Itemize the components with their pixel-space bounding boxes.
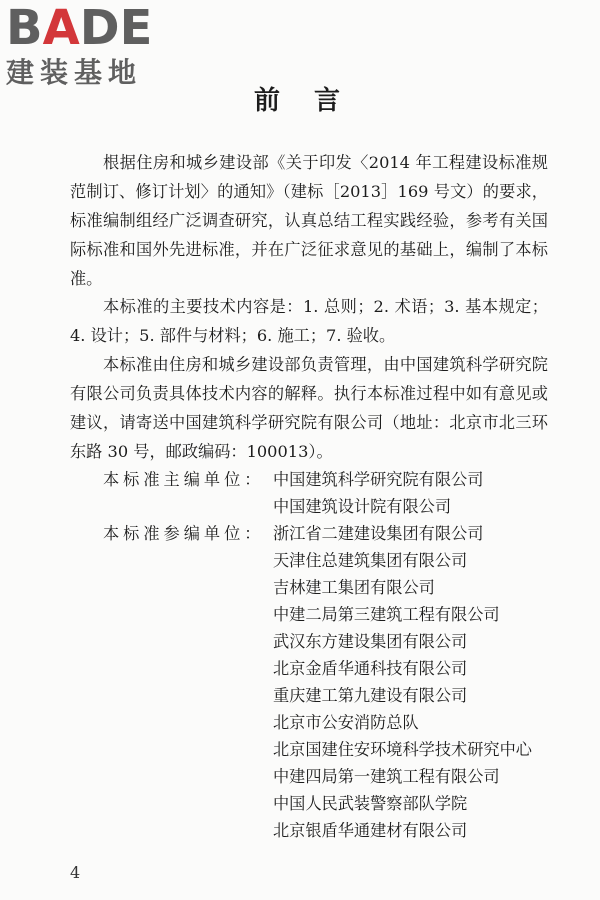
logo-wordmark [6, 2, 152, 54]
participating-unit-row [70, 816, 548, 845]
participating-unit-row [70, 627, 548, 656]
participating-unit: 浙江省二建建设集团有限公司 [273, 524, 484, 543]
chief-unit: 中国建筑科学研究院有限公司 [273, 470, 484, 489]
participating-unit-row [70, 708, 548, 737]
chief-unit-row [70, 465, 548, 494]
participating-unit: 北京金盾华通科技有限公司 [273, 659, 468, 678]
participating-units-label: 本标准参编单位： [103, 524, 265, 543]
paragraph-management: 本标准由住房和城乡建设部负责管理，由中国建筑科学研究院有限公司负责具体技术内容的解释。执行本标准过程中如有意见或建议，请寄送中国建筑科学研究院有限公司（地址：北京市北三环东路 30 号，邮政编码：100013）。 [70, 355, 548, 461]
participating-unit: 中建二局第三建筑工程有限公司 [273, 605, 500, 624]
participating-unit: 北京银盾华通建材有限公司 [273, 821, 468, 840]
paragraph-contents: 本标准的主要技术内容是：1. 总则；2. 术语；3. 基本规定；4. 设计；5. 部件与材料；6. 施工；7. 验收。 [70, 297, 548, 345]
participating-unit: 北京市公安消防总队 [273, 713, 419, 732]
participating-unit-row [70, 789, 548, 818]
participating-unit: 中国人民武装警察部队学院 [273, 794, 468, 813]
logo-letters-de: DE [79, 0, 153, 56]
logo-subtitle: 建装基地 [6, 56, 143, 89]
participating-unit: 中建四局第一建筑工程有限公司 [273, 767, 500, 786]
page-number: 4 [70, 863, 81, 882]
participating-unit: 吉林建工集团有限公司 [273, 578, 435, 597]
logo-letter-b: B [6, 0, 43, 56]
chief-unit-row [70, 492, 548, 521]
participating-unit-row [70, 519, 548, 548]
participating-unit-row [70, 600, 548, 629]
chief-units-label: 本标准主编单位： [103, 470, 265, 489]
participating-unit-row [70, 762, 548, 791]
participating-unit: 北京国建住安环境科学技术研究中心 [273, 740, 532, 759]
participating-unit-row [70, 546, 548, 575]
paragraph-background: 根据住房和城乡建设部《关于印发〈2014 年工程建设标准规范制订、修订计划〉的通知》（建标［2013］169 号文）的要求，标准编制组经广泛调查研究，认真总结工程实践经验，参考有关国际标准和国外先进标准，并在广泛征求意见的基础上，编制了本标准。 [70, 153, 548, 288]
chief-unit: 中国建筑设计院有限公司 [273, 497, 452, 516]
participating-unit-row [70, 573, 548, 602]
participating-unit: 武汉东方建设集团有限公司 [273, 632, 468, 651]
logo [6, 2, 152, 90]
participating-unit-row [70, 735, 548, 764]
participating-unit-row [70, 654, 548, 683]
participating-unit-row [70, 681, 548, 710]
participating-unit: 重庆建工第九建设有限公司 [273, 686, 468, 705]
page-title: 前言 [253, 86, 374, 116]
logo-letter-a: A [42, 0, 80, 56]
participating-unit: 天津住总建筑集团有限公司 [273, 551, 468, 570]
